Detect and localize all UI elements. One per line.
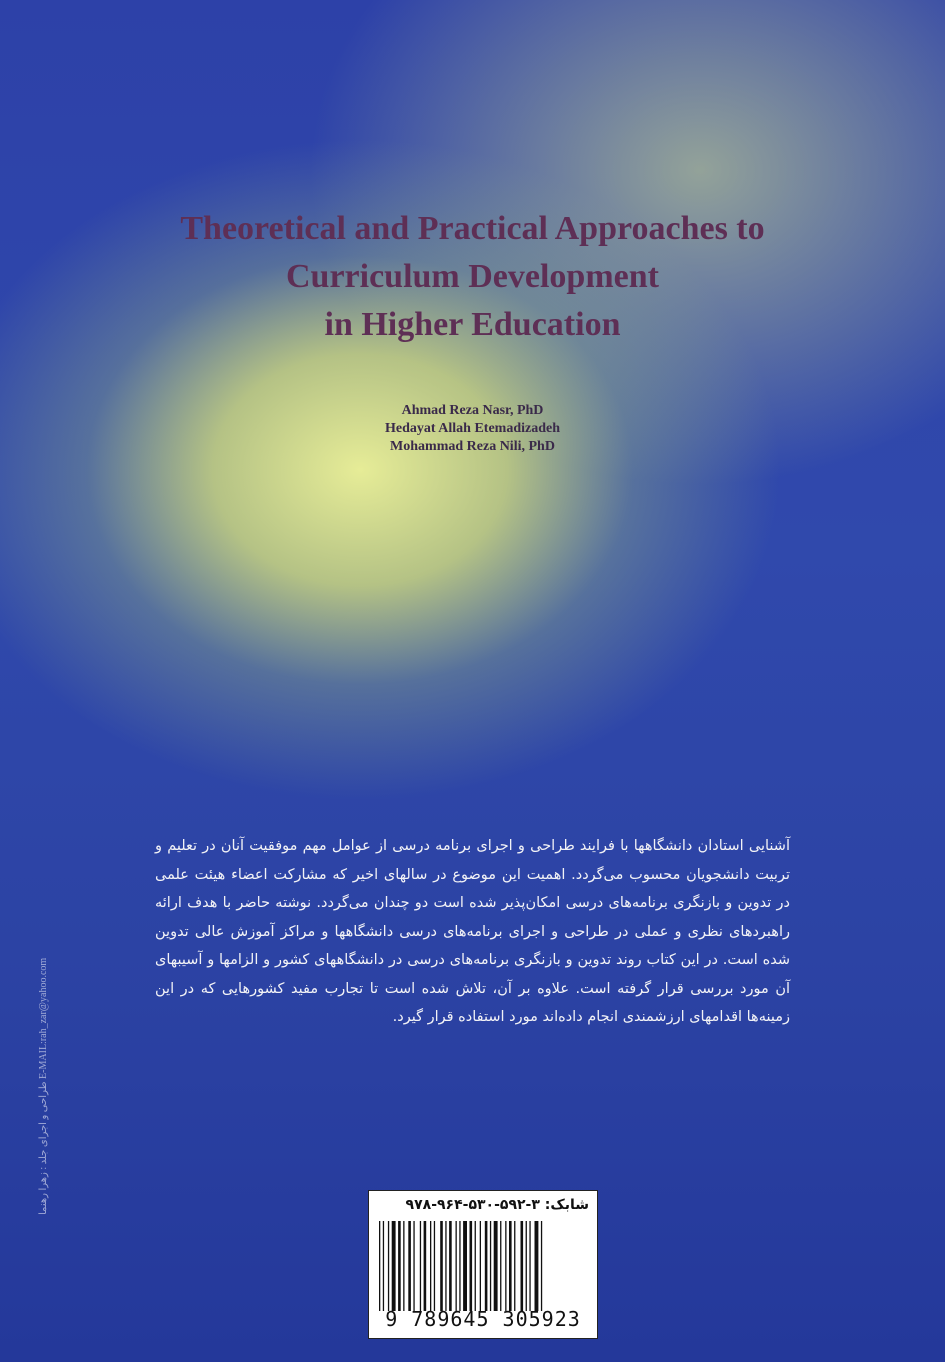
designer-credit: طراحی و اجرای جلد : زهرا رهنما E-MAIL:rah_zar@yahoo.com [38, 957, 49, 1215]
book-title [0, 205, 945, 349]
title-line-2: Curriculum Development [285, 258, 659, 295]
isbn-label: شابک: ۳-۵۹۲-۵۳۰-۹۶۴-۹۷۸ [405, 1197, 589, 1213]
barcode-number: 9 789645 305923 [385, 1307, 581, 1331]
barcode-icon [377, 1221, 589, 1311]
title-line-3: in Higher Education [324, 306, 621, 343]
author-2: Hedayat Allah Etemadizadeh [384, 421, 560, 436]
title-line-1: Theoretical and Practical Approaches to [180, 210, 765, 247]
author-3: Mohammad Reza Nili, PhD [390, 439, 555, 454]
book-description: آشنایی استادان دانشگاهها با فرایند طراحی و اجرای برنامه درسی از عوامل مهم موفقیت آنان در تعلیم و تربیت دانشجویان محسوب می‌گردد. اهمیت این موضوع در سالهای اخیر که مشارکت اعضاء هیئت علمی در تدوین و بازنگری برنامه‌های درسی امکان‌پذیر شده است دو چندان می‌گردد. نوشته حاضر با هدف ارائه راهبردهای نظری و عملی در طراحی و اجرای برنامه‌های درسی دانشگاهها و مراکز آموزش عالی تدوین شده است. در این کتاب روند تدوین و بازنگری برنامه‌های درسی در دانشگاههای کشور و الزامها و آسیبهای آن مورد بررسی قرار گرفته است. علاوه بر آن، تلاش شده است تا تجارب مفید کشورهایی که در این زمینه‌ها اقدامهای ارزشمندی انجام داده‌اند مورد استفاده قرار گیرد. [155, 838, 790, 1025]
author-list [0, 402, 945, 456]
isbn-block [368, 1190, 598, 1339]
author-1: Ahmad Reza Nasr, PhD [401, 403, 544, 418]
